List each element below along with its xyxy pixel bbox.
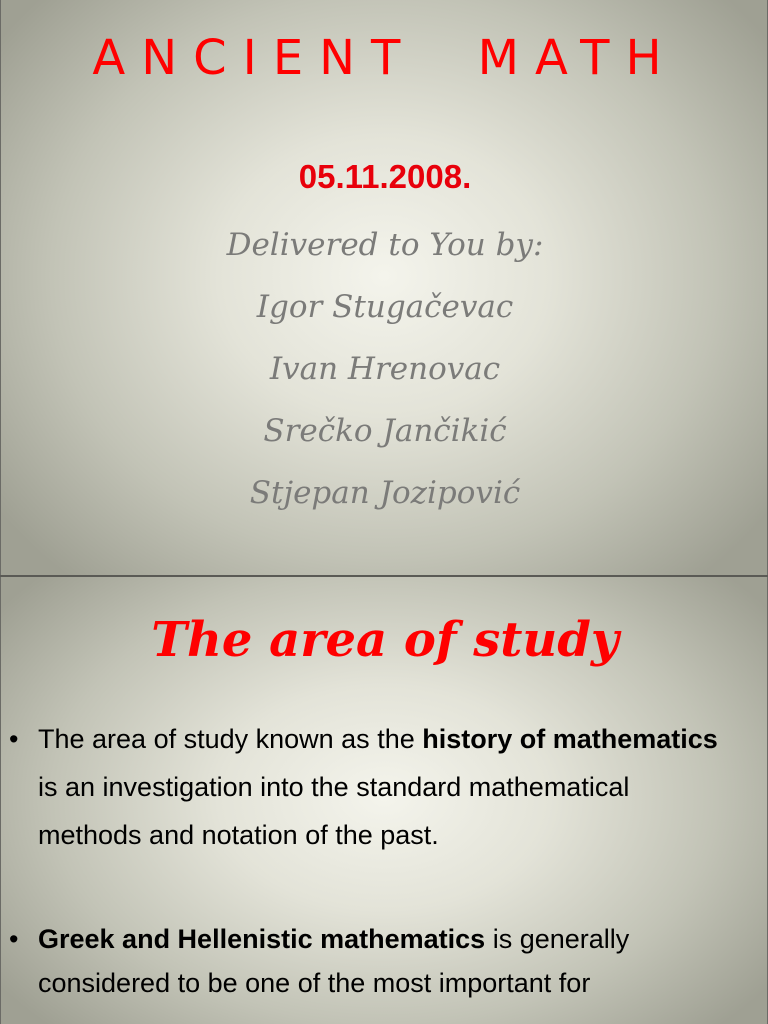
bullet-item (1, 715, 768, 859)
bullet-bold-text: Greek and Hellenistic mathematics (38, 924, 486, 954)
author-name: Stjepan Jozipović (249, 475, 521, 511)
bullet-text: is an investigation into the standard mathematical methods and notation of the past. (38, 772, 630, 850)
slide-2[interactable] (0, 577, 768, 1024)
bullet-list (1, 715, 768, 1005)
bullet-item (1, 917, 768, 1005)
slide-title: ANCIENT MATH (92, 30, 678, 86)
bullet-dot-icon: • (9, 724, 19, 754)
author-name: Igor Stugačevac (256, 289, 514, 325)
author-name: Srečko Jančikić (263, 413, 507, 449)
author-name: Ivan Hrenovac (269, 351, 501, 387)
slide-title: The area of study (151, 612, 619, 668)
delivered-label: Delivered to You by: (226, 227, 544, 263)
bullet-text: The area of study known as the (38, 724, 423, 754)
presentation-date: 05.11.2008. (298, 158, 472, 195)
bullet-bold-text: history of mathematics (422, 724, 718, 754)
bullet-text: is generally considered to be one of the most important for (38, 924, 630, 998)
bullet-dot-icon: • (9, 924, 19, 954)
authors-block (1, 222, 768, 532)
